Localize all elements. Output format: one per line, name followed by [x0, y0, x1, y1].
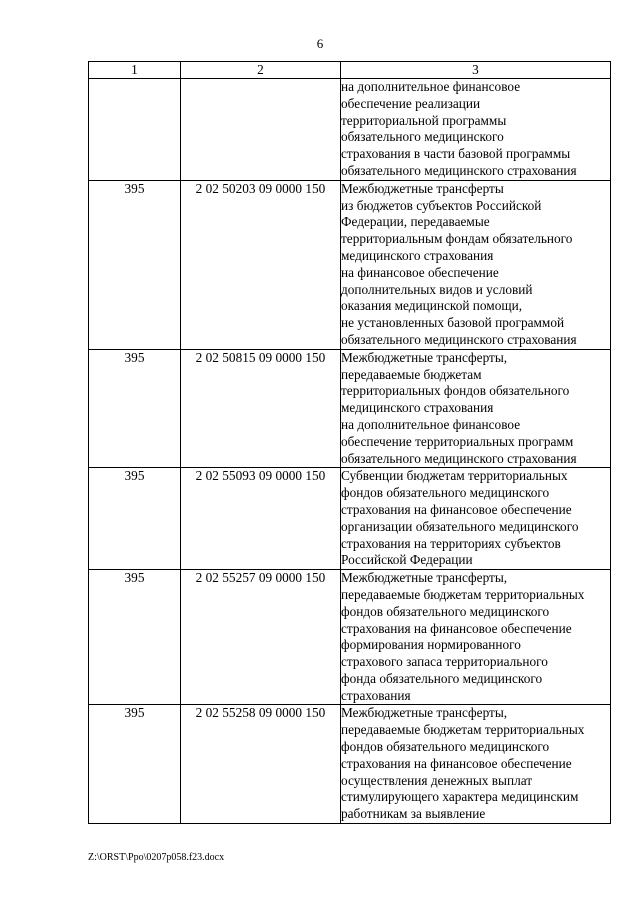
income-code-cell: [181, 79, 341, 181]
description-line: передаваемые бюджетам территориальных: [341, 586, 585, 602]
description-line: Межбюджетные трансферты,: [341, 570, 508, 586]
description-cell: [341, 180, 611, 349]
description-cell: [341, 79, 611, 181]
description-line: передаваемые бюджетам: [341, 366, 482, 382]
budget-codes-table: [88, 61, 611, 824]
description-line: территориальных фондов обязательного: [341, 383, 570, 399]
income-code-cell: 2 02 55257 09 0000 150: [181, 570, 341, 705]
column-header-1: 1: [89, 62, 181, 79]
description-line: обеспечение реализации: [341, 95, 481, 111]
description-line: Межбюджетные трансферты: [341, 180, 504, 196]
description-line: не установленных базовой программой: [341, 315, 565, 331]
description-cell: [341, 705, 611, 824]
description-line: Межбюджетные трансферты,: [341, 349, 508, 365]
table-row: [89, 570, 611, 705]
description-line: страхования в части базовой программы: [341, 146, 571, 162]
description-line: на финансовое обеспечение: [341, 264, 499, 280]
description-line: фондов обязательного медицинского: [341, 603, 550, 619]
description-cell: [341, 349, 611, 468]
description-line: работникам за выявление: [341, 806, 486, 822]
description-cell: [341, 570, 611, 705]
description-line: обязательного медицинского страхования: [341, 331, 577, 347]
admin-code-cell: 395: [89, 180, 181, 349]
description-line: страхования на финансовое обеспечение: [341, 755, 572, 771]
description-line: фонда обязательного медицинского: [341, 670, 543, 686]
description-line: Субвенции бюджетам территориальных: [341, 468, 568, 484]
description-line: оказания медицинской помощи,: [341, 298, 523, 314]
table-row: [89, 79, 611, 181]
description-line: фондов обязательного медицинского: [341, 485, 550, 501]
description-line: стимулирующего характера медицинским: [341, 789, 579, 805]
page-number: 6: [316, 36, 324, 51]
description-line: страхования: [341, 687, 411, 703]
description-line: дополнительных видов и условий: [341, 281, 533, 297]
income-code-cell: 2 02 50203 09 0000 150: [181, 180, 341, 349]
description-line: обязательного медицинского: [341, 129, 504, 145]
description-line: на дополнительное финансовое: [341, 416, 521, 432]
admin-code-cell: 395: [89, 570, 181, 705]
description-line: осуществления денежных выплат: [341, 772, 533, 788]
description-line: территориальной программы: [341, 112, 507, 128]
description-line: страхования на финансовое обеспечение: [341, 501, 572, 517]
income-code-cell: 2 02 55093 09 0000 150: [181, 468, 341, 570]
admin-code-cell: 395: [89, 349, 181, 468]
admin-code-cell: 395: [89, 705, 181, 824]
description-line: обеспечение территориальных программ: [341, 433, 574, 449]
description-line: формирования нормированного: [341, 637, 521, 653]
description-line: страхования на территориях субъектов: [341, 535, 561, 551]
description-cell: [341, 468, 611, 570]
table-row: [89, 349, 611, 468]
description-line: передаваемые бюджетам территориальных: [341, 722, 585, 738]
description-line: обязательного медицинского страхования: [341, 450, 577, 466]
description-line: медицинского страхования: [341, 400, 494, 416]
description-line: Федерации, передаваемые: [341, 214, 490, 230]
table-row: [89, 180, 611, 349]
description-line: Межбюджетные трансферты,: [341, 705, 508, 721]
description-line: обязательного медицинского страхования: [341, 162, 577, 178]
footer-file-path: Z:\ORST\Ppo\0207p058.f23.docx: [88, 852, 225, 863]
table-row: [89, 468, 611, 570]
description-line: из бюджетов субъектов Российской: [341, 197, 542, 213]
admin-code-cell: [89, 79, 181, 181]
income-code-cell: 2 02 50815 09 0000 150: [181, 349, 341, 468]
admin-code-cell: 395: [89, 468, 181, 570]
description-line: организации обязательного медицинского: [341, 518, 579, 534]
description-line: страхования на финансовое обеспечение: [341, 620, 572, 636]
table-header-row: [89, 62, 611, 79]
description-line: территориальным фондам обязательного: [341, 231, 573, 247]
description-line: фондов обязательного медицинского: [341, 739, 550, 755]
description-line: на дополнительное финансовое: [341, 79, 521, 94]
description-line: медицинского страхования: [341, 247, 494, 263]
column-header-2: 2: [181, 62, 341, 79]
description-line: Российской Федерации: [341, 552, 473, 568]
column-header-3: 3: [341, 62, 611, 79]
income-code-cell: 2 02 55258 09 0000 150: [181, 705, 341, 824]
table-row: [89, 705, 611, 824]
description-line: страхового запаса территориального: [341, 654, 548, 670]
